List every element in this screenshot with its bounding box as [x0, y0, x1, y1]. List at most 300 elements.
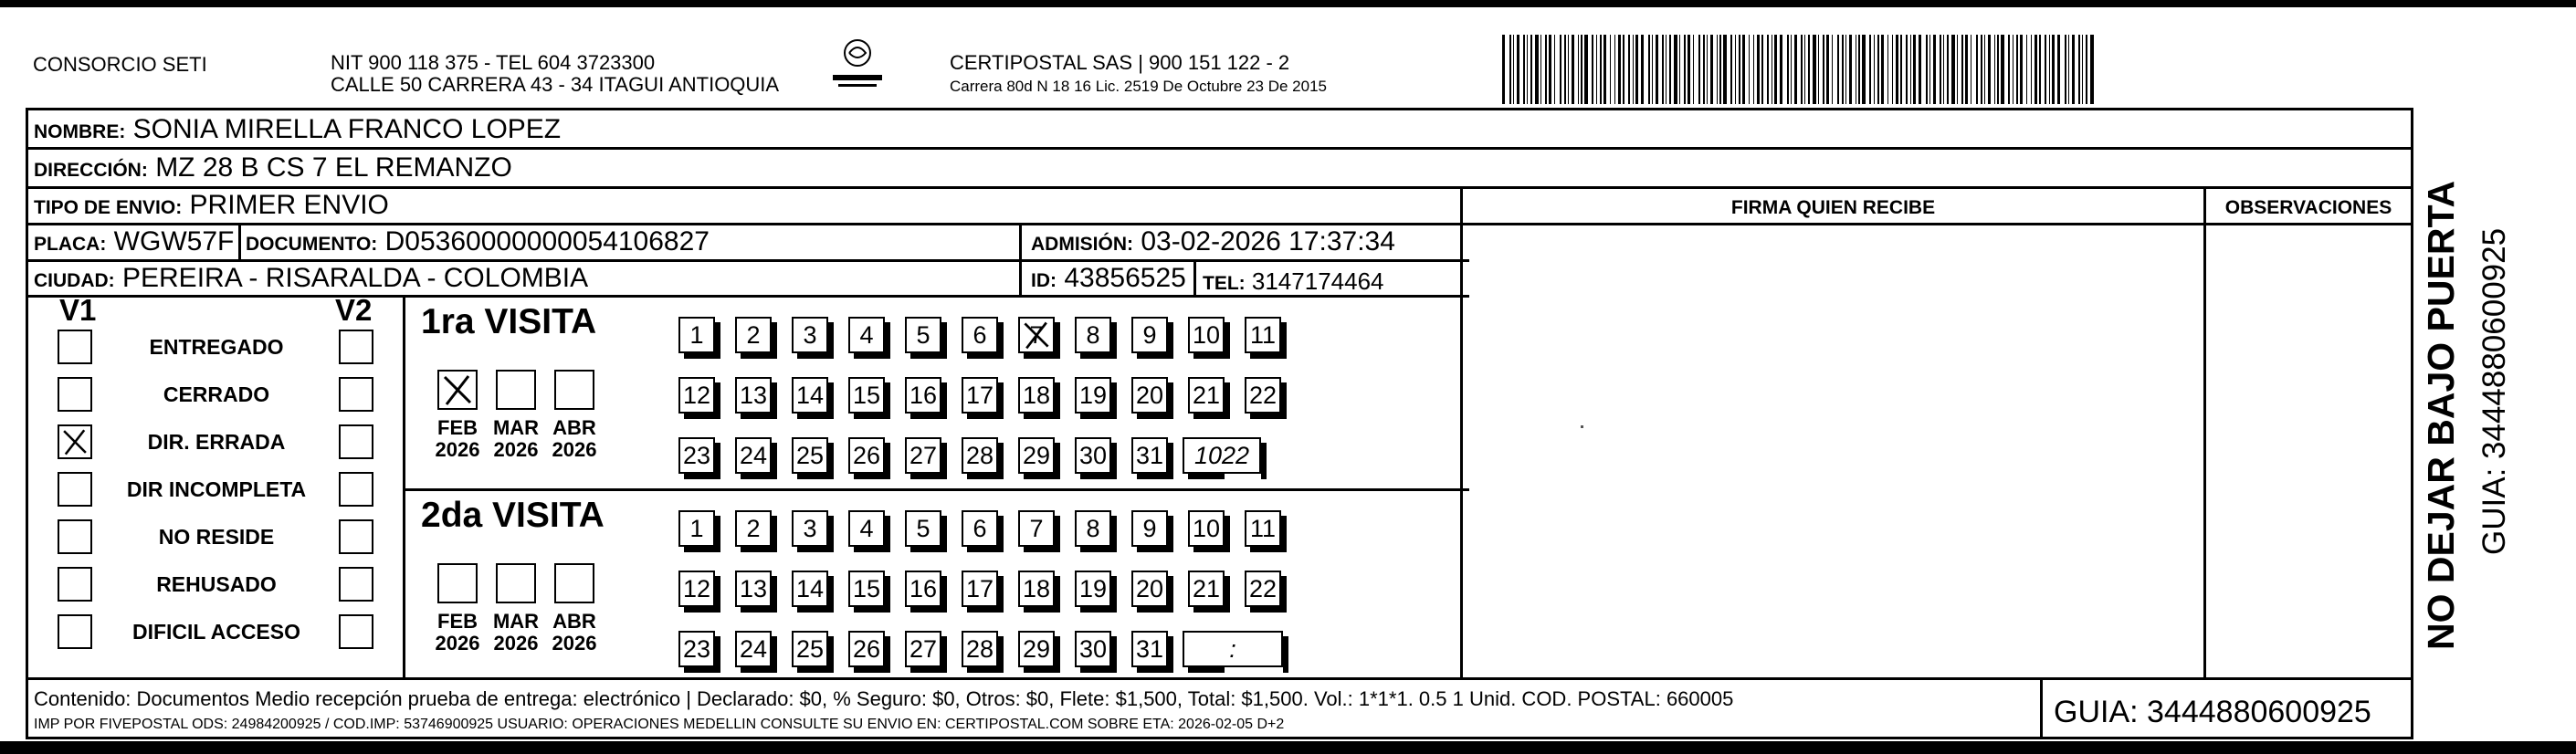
barcode-bar [1858, 35, 1860, 104]
day-box[interactable] [1131, 571, 1168, 607]
barcode-bar [1623, 35, 1624, 104]
day-number: 26 [852, 635, 881, 663]
barcode-bar [1874, 35, 1875, 104]
month-label [489, 611, 543, 655]
barcode-bar [1703, 35, 1705, 104]
day-box[interactable] [848, 631, 885, 667]
barcode-bar [2068, 35, 2069, 104]
tipo-envio-label: TIPO DE ENVIO: [34, 197, 183, 218]
day-box[interactable] [1245, 317, 1281, 353]
day-number: 27 [909, 635, 938, 663]
barcode-bar [1513, 35, 1514, 104]
day-box[interactable] [735, 510, 772, 547]
v2-checkbox[interactable] [339, 567, 373, 602]
barcode-bar [1910, 35, 1911, 104]
barcode-bar [1560, 35, 1561, 104]
v2-checkbox[interactable] [339, 472, 373, 507]
day-number: 27 [909, 442, 938, 469]
direccion-value: MZ 28 B CS 7 EL REMANZO [155, 152, 512, 183]
barcode-bar [1684, 35, 1686, 104]
day-number: 30 [1078, 442, 1108, 469]
month-name: ABR [552, 416, 596, 439]
day-box[interactable] [792, 510, 828, 547]
day-box[interactable] [1188, 377, 1225, 414]
barcode-bar [1662, 35, 1664, 104]
day-box[interactable] [1075, 510, 1111, 547]
day-number: 11 [1249, 321, 1277, 349]
month-checkbox[interactable] [496, 563, 536, 603]
v1-checkbox[interactable] [58, 377, 92, 412]
direccion-field [34, 152, 512, 186]
day-number: 31 [1135, 635, 1164, 663]
day-number: 9 [1142, 321, 1157, 349]
day-box[interactable] [735, 317, 772, 353]
barcode-bar [1900, 35, 1902, 104]
day-number: 17 [965, 382, 994, 409]
barcode-bar [1994, 35, 1995, 104]
day-box[interactable] [905, 317, 941, 353]
barcode-bar [1581, 35, 1582, 104]
month-checkbox[interactable] [437, 563, 478, 603]
day-box[interactable] [1075, 377, 1111, 414]
day-box[interactable] [905, 377, 941, 414]
day-number: 13 [739, 575, 768, 602]
day-box[interactable] [678, 317, 715, 353]
day-number: 25 [795, 442, 825, 469]
barcode-bar [1976, 35, 1978, 104]
day-number: 18 [1022, 382, 1051, 409]
barcode-bar [1943, 35, 1944, 104]
barcode-bar [1791, 35, 1792, 104]
day-box[interactable] [1018, 437, 1055, 474]
day-box[interactable] [735, 437, 772, 474]
day-number: 14 [795, 382, 825, 409]
barcode-bar [1592, 35, 1593, 104]
barcode-bar [1869, 35, 1871, 104]
status-option-label: NO RESIDE [158, 525, 275, 549]
barcode-bar [1780, 35, 1782, 104]
day-box[interactable] [1018, 631, 1055, 667]
day-number: 19 [1078, 575, 1108, 602]
barcode-bar [1674, 35, 1677, 104]
barcode-bar [1997, 35, 1999, 104]
day-box[interactable] [792, 437, 828, 474]
day-number: 20 [1135, 575, 1164, 602]
month-name: ABR [552, 610, 596, 633]
status-option-label: DIR. ERRADA [147, 430, 286, 454]
barcode-bar [1951, 35, 1955, 104]
barcode-bar [1618, 35, 1621, 104]
v1-header: V1 [59, 293, 97, 327]
day-box[interactable] [1075, 317, 1111, 353]
day-number: 25 [795, 635, 825, 663]
barcode-bar [2072, 35, 2075, 104]
day-box[interactable] [792, 377, 828, 414]
barcode-bar [1679, 35, 1680, 104]
month-name: FEB [437, 610, 478, 633]
barcode-bar [1887, 35, 1888, 104]
barcode-bar [2039, 35, 2041, 104]
month-year: 2026 [552, 438, 597, 461]
v2-checkbox[interactable] [339, 424, 373, 459]
nombre-value: SONIA MIRELLA FRANCO LOPEZ [132, 114, 562, 144]
barcode-bar [1666, 35, 1667, 104]
barcode-bar [1509, 35, 1511, 104]
day-box[interactable] [678, 631, 715, 667]
barcode-bar [1757, 35, 1760, 104]
day-box[interactable] [848, 510, 885, 547]
day-box[interactable] [1245, 510, 1281, 547]
month-label [547, 417, 602, 461]
placa-label: PLACA: [34, 234, 107, 255]
v1-checkbox[interactable] [58, 614, 92, 649]
day-number: 4 [859, 515, 874, 542]
day-number: 1 [689, 321, 704, 349]
month-checkbox[interactable] [554, 563, 594, 603]
v1-checkbox[interactable] [58, 330, 92, 364]
barcode-bar [1545, 35, 1547, 104]
day-number: 21 [1192, 382, 1221, 409]
barcode-bar [1610, 35, 1611, 104]
barcode-bar [2090, 35, 2094, 104]
barcode-bar [2049, 35, 2050, 104]
barcode-bar [1808, 35, 1810, 104]
top-edge-bar [0, 0, 2576, 7]
barcode-bar [2057, 35, 2060, 104]
barcode-bar [1832, 35, 1833, 104]
month-name: MAR [492, 610, 540, 633]
day-number: 7 [1029, 321, 1044, 349]
certipostal-line: CERTIPOSTAL SAS | 900 151 122 - 2 [950, 51, 1290, 74]
barcode-bar [2086, 35, 2087, 104]
barcode-bar [1988, 35, 1991, 104]
barcode-bar [1523, 35, 1525, 104]
direccion-label: DIRECCIÓN: [34, 160, 148, 181]
license-line: Carrera 80d N 18 16 Lic. 2519 De Octubre 23 De 2015 [950, 78, 1327, 95]
barcode-bar [1842, 35, 1844, 104]
barcode-bar [1549, 35, 1551, 104]
day-box[interactable] [848, 437, 885, 474]
barcode-bar [1502, 35, 1505, 104]
day-box[interactable] [905, 631, 941, 667]
tel-value: 3147174464 [1251, 267, 1384, 295]
nit-line: NIT 900 118 375 - TEL 604 3723300 [331, 51, 656, 74]
day-number: 14 [795, 575, 825, 602]
id-field [1031, 263, 1186, 297]
documento-field [246, 226, 710, 260]
month-name: FEB [437, 416, 478, 439]
barcode-bar [2008, 35, 2010, 104]
status-option-label: DIR INCOMPLETA [126, 477, 307, 501]
firma-title: FIRMA QUIEN RECIBE [1730, 197, 1936, 218]
day-number: 26 [852, 442, 881, 469]
day-box[interactable] [1188, 317, 1225, 353]
v1-checkbox[interactable] [58, 567, 92, 602]
month-label [547, 611, 602, 655]
v2-checkbox[interactable] [339, 330, 373, 364]
barcode-bar [2052, 35, 2055, 104]
admision-field [1031, 226, 1395, 260]
day-number: 23 [682, 442, 711, 469]
v2-checkbox[interactable] [339, 614, 373, 649]
day-box[interactable] [1018, 317, 1055, 353]
day-number: 12 [682, 575, 711, 602]
day-box[interactable] [1018, 571, 1055, 607]
tel-field [1203, 266, 1384, 299]
day-box[interactable] [678, 377, 715, 414]
barcode-bar [1564, 35, 1566, 104]
id-value: 43856525 [1064, 263, 1186, 293]
barcode-bar [1669, 35, 1671, 104]
barcode-bar [1710, 35, 1713, 104]
barcode-bar [1845, 35, 1846, 104]
day-number: 6 [973, 321, 987, 349]
day-box[interactable] [905, 510, 941, 547]
v1-checkbox[interactable] [58, 472, 92, 507]
barcode-bar [2035, 35, 2037, 104]
barcode-bar [2020, 35, 2023, 104]
barcode-bar [1603, 35, 1606, 104]
day-box[interactable] [792, 631, 828, 667]
barcode-bar [1813, 35, 1816, 104]
day-box[interactable] [962, 437, 998, 474]
month-year: 2026 [435, 438, 480, 461]
barcode-bar [1688, 35, 1690, 104]
day-number: 5 [916, 321, 931, 349]
day-check-mark [1020, 319, 1053, 351]
visit-title: 2da VISITA [421, 496, 605, 535]
day-box[interactable] [1018, 510, 1055, 547]
barcode-bar [1961, 35, 1963, 104]
barcode-bar [1929, 35, 1930, 104]
day-box[interactable] [1188, 571, 1225, 607]
day-box[interactable] [962, 510, 998, 547]
time-box[interactable]: 1022 [1183, 437, 1261, 474]
barcode-bar [1984, 35, 1985, 104]
day-number: 24 [739, 635, 768, 663]
barcode-bar [1774, 35, 1777, 104]
placa-value: WGW57F [113, 226, 235, 257]
barcode-bar [1578, 35, 1579, 104]
day-number: 22 [1248, 575, 1277, 602]
day-number: 19 [1078, 382, 1108, 409]
month-year: 2026 [493, 438, 539, 461]
barcode-bar [1641, 35, 1644, 104]
tel-label: TEL: [1203, 273, 1246, 294]
barcode-bar [1739, 35, 1740, 104]
day-number: 6 [973, 515, 987, 542]
day-number: 17 [965, 575, 994, 602]
barcode-bar [1527, 35, 1528, 104]
day-number: 20 [1135, 382, 1164, 409]
status-option-label: ENTREGADO [149, 335, 284, 359]
day-box[interactable] [962, 377, 998, 414]
day-number: 24 [739, 442, 768, 469]
signature-dot [1581, 425, 1583, 428]
barcode-bar [1723, 35, 1727, 104]
barcode-bar [2045, 35, 2046, 104]
day-number: 10 [1192, 515, 1221, 542]
barcode-bar [1596, 35, 1597, 104]
barcode-bar [1735, 35, 1736, 104]
day-number: 1 [689, 515, 704, 542]
day-box[interactable] [1245, 571, 1281, 607]
day-number: 28 [965, 442, 994, 469]
month-label [430, 417, 485, 461]
day-number: 30 [1078, 635, 1108, 663]
v2-checkbox[interactable] [339, 519, 373, 554]
day-box[interactable] [678, 571, 715, 607]
month-year: 2026 [552, 632, 597, 655]
footer-line-1: Contenido: Documentos Medio recepción prueba de entrega: electrónico | Declarado: $0, % Seguro: $0, Otros: $0, Flete: $1,500, Total: $1,500. Vol.: 1*1*1. 0.5 1 Unid. COD. POSTAL: 660005 [34, 687, 1734, 710]
barcode-bar [1568, 35, 1569, 104]
day-number: 4 [859, 321, 874, 349]
day-box[interactable] [1131, 510, 1168, 547]
barcode-bar [1719, 35, 1721, 104]
month-checkbox[interactable] [437, 370, 478, 410]
barcode-bar [2031, 35, 2032, 104]
day-number: 21 [1192, 575, 1221, 602]
day-box[interactable] [848, 317, 885, 353]
day-box[interactable] [792, 571, 828, 607]
day-box[interactable] [962, 317, 998, 353]
day-number: 16 [909, 382, 938, 409]
footer-guia: GUIA: 3444880600925 [2054, 695, 2371, 729]
barcode-bar [1707, 35, 1708, 104]
day-box[interactable] [905, 437, 941, 474]
barcode-bar [2026, 35, 2027, 104]
day-box[interactable] [962, 631, 998, 667]
day-box[interactable] [962, 571, 998, 607]
barcode-bar [1635, 35, 1638, 104]
guide-form-frame [26, 108, 2413, 739]
day-number: 22 [1248, 382, 1277, 409]
barcode-bar [1862, 35, 1866, 104]
barcode-bar [1881, 35, 1884, 104]
barcode-bar [1919, 35, 1921, 104]
day-box[interactable] [792, 317, 828, 353]
day-box[interactable] [735, 377, 772, 414]
v2-checkbox[interactable] [339, 377, 373, 412]
day-box[interactable] [1131, 317, 1168, 353]
day-number: 13 [739, 382, 768, 409]
barcode-bar [1896, 35, 1898, 104]
barcode-bar [1730, 35, 1732, 104]
barcode-bar [1981, 35, 1982, 104]
day-number: 3 [803, 515, 817, 542]
barcode-bar [1957, 35, 1958, 104]
tipo-envio-field [34, 190, 389, 224]
day-box[interactable] [1131, 377, 1168, 414]
barcode-bar [1787, 35, 1789, 104]
day-box[interactable] [735, 631, 772, 667]
barcode-bar [1767, 35, 1769, 104]
status-option-label: CERRADO [163, 382, 270, 406]
day-box[interactable] [1075, 571, 1111, 607]
day-number: 15 [852, 382, 881, 409]
documento-value: D05360000000054106827 [384, 226, 710, 257]
v1-checkbox[interactable] [58, 519, 92, 554]
v2-header: V2 [335, 293, 373, 327]
barcode-bar [1540, 35, 1541, 104]
day-box[interactable] [848, 571, 885, 607]
day-number: 31 [1135, 442, 1164, 469]
barcode-bar [1826, 35, 1829, 104]
month-label [430, 611, 485, 655]
barcode-bar [1530, 35, 1532, 104]
barcode-bar [1614, 35, 1615, 104]
barcode-bar [1717, 35, 1718, 104]
day-number: 5 [916, 515, 931, 542]
observaciones-title: OBSERVACIONES [2224, 197, 2392, 218]
barcode-bar [2065, 35, 2066, 104]
month-checkbox[interactable] [496, 370, 536, 410]
day-box[interactable] [1245, 377, 1281, 414]
side-guia: GUIA: 3444880600925 [2476, 227, 2512, 555]
day-box[interactable] [1131, 437, 1168, 474]
month-label [489, 417, 543, 461]
day-box[interactable] [905, 571, 941, 607]
month-year: 2026 [435, 632, 480, 655]
barcode-bar [1933, 35, 1936, 104]
day-box[interactable] [1075, 631, 1111, 667]
admision-label: ADMISIÓN: [1031, 234, 1133, 255]
day-number: 3 [803, 321, 817, 349]
day-box[interactable] [1075, 437, 1111, 474]
day-box[interactable] [1188, 510, 1225, 547]
barcode-bar [1749, 35, 1750, 104]
day-box[interactable] [1131, 631, 1168, 667]
barcode-bar [1761, 35, 1763, 104]
barcode-bar [1940, 35, 1941, 104]
v1-checkbox[interactable] [58, 424, 92, 459]
ciudad-value: PEREIRA - RISARALDA - COLOMBIA [122, 263, 589, 293]
side-warning: NO DEJAR BAJO PUERTA [2420, 180, 2462, 650]
ciudad-label: CIUDAD: [34, 270, 115, 291]
day-number: 29 [1022, 635, 1051, 663]
barcode-bar [1818, 35, 1819, 104]
day-box[interactable] [848, 377, 885, 414]
ciudad-field [34, 263, 588, 297]
day-number: 9 [1142, 515, 1157, 542]
barcode-bar [1892, 35, 1893, 104]
barcode-bar [2078, 35, 2080, 104]
barcode-bar [1849, 35, 1852, 104]
barcode-bar [1572, 35, 1574, 104]
barcode-bar [1753, 35, 1754, 104]
barcode-bar [1877, 35, 1879, 104]
day-box[interactable] [735, 571, 772, 607]
barcode-bar [1804, 35, 1805, 104]
barcode-bar [1926, 35, 1928, 104]
barcode-bar [1628, 35, 1630, 104]
day-box[interactable] [1018, 377, 1055, 414]
certipostal-logo [829, 33, 886, 97]
admision-value: 03-02-2026 17:37:34 [1141, 226, 1395, 257]
barcode [1502, 35, 2100, 104]
day-box[interactable] [678, 437, 715, 474]
id-label: ID: [1031, 270, 1057, 291]
placa-field [34, 226, 234, 260]
bottom-edge-bar [0, 741, 2576, 754]
day-number: 18 [1022, 575, 1051, 602]
time-box[interactable]: : [1183, 631, 1283, 667]
day-number: 7 [1029, 515, 1044, 542]
barcode-bar [1698, 35, 1700, 104]
day-box[interactable] [678, 510, 715, 547]
barcode-bar [2001, 35, 2004, 104]
month-checkbox[interactable] [554, 370, 594, 410]
